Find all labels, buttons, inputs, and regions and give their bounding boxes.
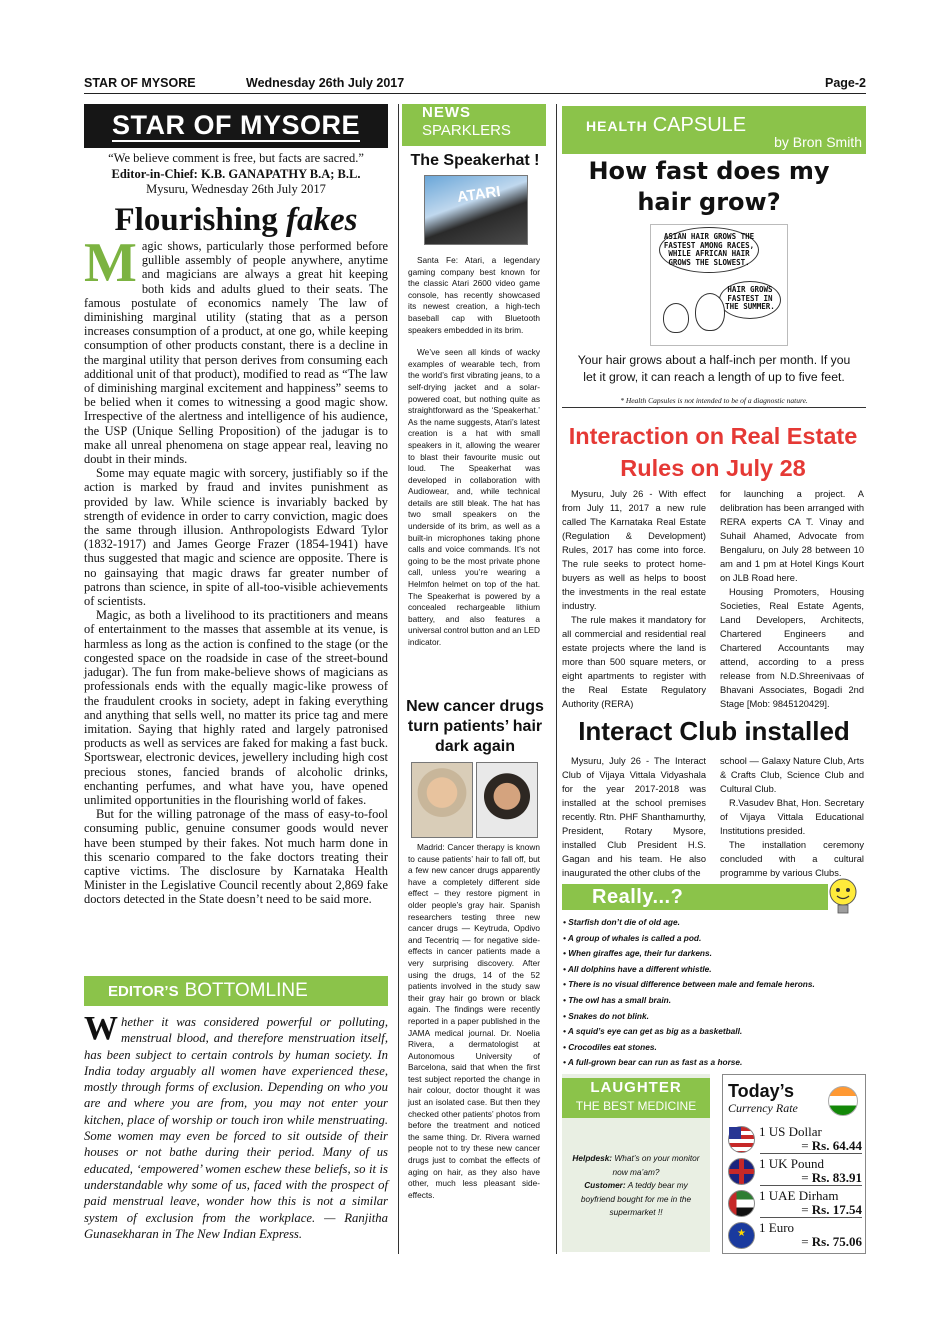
fact-item: • There is no visual difference between male and female herons. [563, 977, 866, 993]
fact-item: • The owl has a small brain. [563, 993, 866, 1009]
editorial-dropcap: M [84, 232, 137, 294]
motto: “We believe comment is free, but facts are sacred.” [108, 151, 364, 165]
currency-row: ★ 1 Euro = Rs. 75.06 [726, 1220, 862, 1250]
health-text: Your hair grows about a half-inch per month. If you let it grow, it can reach a length of up to five feet. [577, 353, 851, 384]
currency-row: 1 US Dollar = Rs. 64.44 [726, 1124, 862, 1154]
editorial-paragraph: Some may equate magic with sorcery, justifiably so if the action is marked by fraud and invites punishment as provided by law. While science is invariably backed by strength of evidence in order to carry conviction, magic does the same through illusion. Anthropologists Edward Tylor (1832-1917) and James George Frazer (1854-1941) have thus suggested that magic and science are opposite. There is no gainsaying that magic draws far greater number of patrons than science, in spite of all-too-visible achievements of scientists. [84, 466, 388, 609]
editorial-paragraph: But for the willing patronage of the mass of easy-to-fool consuming public, genuine consumer goods would never have been stumped by their fakes. Not much harm done in this scenario compared to the fake doctors treating their captive victims. The disclosure by Karnataka Health Minister in the Legislative Council recently about 2,869 fake doctors detected in the State doesn’t need to be said more. [84, 807, 388, 907]
currency-title: Today’s [728, 1081, 795, 1101]
header-rule [84, 93, 866, 94]
patient-photo-before [411, 762, 473, 838]
editors-bottomline-band: EDITOR’S BOTTOMLINE [84, 976, 388, 1006]
currency-row: 1 UAE Dirham = Rs. 17.54 [726, 1188, 862, 1218]
speakerhat-story: Santa Fe: Atari, a legendary gaming company best known for the classic Atari 2600 video game console, has recently showcased its newest creation, a high-tech baseball cap with Bluetooth speakers embedded in its brim. We’ve seen all kinds of wacky examples of wearable tech, from the world’s first vibrating jeans, to a self-drying jacket and a solar-powered coat, but nothing quite as straightforward as the ‘Speakerhat.’ As the name suggests, Atari’s latest creation is a hat with small speakers in it, allowing the wearer to blast their favourite music out loud. The Speakerhat was developed in collaboration with Audiowear, and, while technical details are still bleak. The hat has two small speakers on the underside of its brim, as well as a built-in microphones taking phone calls and voice commands. It’s not going to be the most private phone call, unless you’re wearing a Helmfon helmet on top of the hat. The Speakerhat is powered by a concealed rechargeable lithium battery, and also features a universal control button and an LED indicator. [408, 255, 540, 647]
cartoon-bubble: ASIAN HAIR GROWS THE FASTEST AMONG RACES, WHILE AFRICAN HAIR GROWS THE SLOWEST. [659, 227, 759, 273]
column-divider [556, 104, 557, 1254]
health-byline: by Bron Smith [774, 134, 862, 150]
bottomline-dropcap: W [84, 1010, 118, 1047]
really-band: Really...? [562, 884, 828, 910]
health-disclaimer: * Health Capsules is not intended to be of a diagnostic nature. [562, 396, 866, 408]
editor-line: Editor-in-Chief: K.B. GANAPATHY B.A; B.L. [111, 166, 361, 181]
header-date: Wednesday 26th July 2017 [246, 76, 405, 90]
interact-right: school — Galaxy Nature Club, Arts & Crafts Club, Science Club and Cultural Club. R.Vasudev Bhat, Hon. Secretary of Vijaya Vittala Educational Institutions presided. The installation ceremony concluded with a cultural programme by various Clubs. [720, 756, 864, 878]
photo-cap-text: ATARI [456, 183, 502, 206]
masthead-info [84, 151, 388, 198]
real-estate-left: Mysuru, July 26 - With effect from July 11, 2017 a new rule called The Karnataka Real Estate (Regulation & Development) Rules, 2017 has come into force. The rule seeks to protect home-buyers as well as helps to boost the investments in the real estate industry. The rule makes it mandatory for all commercial and residential real estate projects where the land is more than 500 square meters, or eight apartments to register with the Real Estate Regulatory Authority (RERA) [562, 489, 706, 709]
uk-flag-icon [728, 1158, 755, 1185]
health-title: How fast does my hair grow? [588, 157, 830, 216]
really-facts-list [563, 915, 866, 1071]
patient-photo-after [476, 762, 538, 838]
uae-flag-icon [728, 1190, 755, 1217]
fact-item: • When giraffes age, their fur darkens. [563, 946, 866, 962]
masthead [84, 104, 388, 148]
hair-cartoon [650, 224, 788, 346]
laughter-band: LAUGHTER THE BEST MEDICINE [562, 1078, 710, 1118]
currency-subtitle: Currency Rate [728, 1101, 798, 1115]
dateline: Mysuru, Wednesday 26th July 2017 [146, 182, 326, 196]
eu-flag-icon [728, 1222, 755, 1249]
bottomline-text: Whether it was considered powerful or polluting, menstrual blood, and therefore menstruation itself, has been subject to certain controls by human society. In India today arguably all women have experienced these, mostly through forms of exclusion. Depending on who you are and where you are from, you may not enter your kitchen, place of worship or touch iron while menstruating. Some women may even be forced to sit outside of their houses or not bathe during their period. Many of us educated, ‘empowered’ women eschew these beliefs, so it is understandable why some of us, faced with the prospect of paid menstrual leave, wonder how this is not a similar system of exclusion from the workplace. — Ranjitha Gunasekharan in The New Indian Express. [84, 1010, 388, 1241]
cartoon-character [663, 303, 689, 333]
news-sparklers-band: NEWS SPARKLERS [402, 104, 546, 146]
fact-item: • A squid’s eye can get as big as a basketball. [563, 1024, 866, 1040]
currency-row: 1 UK Pound = Rs. 83.91 [726, 1156, 862, 1186]
fact-item: • All dolphins have a different whistle. [563, 962, 866, 978]
fact-item: • A group of whales is called a pod. [563, 931, 866, 947]
editorial-paragraph: Magic, as both a livelihood to its practitioners and means of entertainment to the masses that assemble at its venue, is harmless as long as the action is confined to the stage (or the congested space on the roadside in case of the street-bound jadugar). The fun from make-believe shows of magicians as professionals ends with the equally magic-like prowess of the fraudulent crooks in society, adept in faking everything and anything that sells well, no matter its price tag and mere imitation. Saying that highly rated and largely patronised products as well as services are faked for making a fast buck. Sportswear, electronic devices, jewellery including high cost precious stones, fancied brands of alcoholic drinks, enchanting perfumes, and what have you, have opened unlimited opportunities in the flourishing world of fakes. [84, 608, 388, 807]
real-estate-headline: Interaction on Real Estate Rules on July 28 [568, 423, 858, 481]
masthead-title: STAR OF MYSORE [111, 110, 360, 140]
cancer-drugs-title: New cancer drugs turn patients’ hair dark again [406, 698, 544, 755]
lightbulb-icon [826, 876, 860, 916]
interact-left: Mysuru, July 26 - The Interact Club of Vijaya Vittala Vidyashala for the year 2017-2018 was installed at the school premises recently. Rtn. PHF Shanthamurthy, President, Rotary Mysore, installed Club President H.S. Gagan and his team. He also inaugurated the other clubs of the [562, 756, 706, 878]
editorial-body [84, 232, 388, 907]
cartoon-bubble: HAIR GROWS FASTEST IN THE SUMMER. [719, 281, 781, 319]
health-capsule-band: HEALTH CAPSULE by Bron Smith [562, 106, 866, 154]
cartoon-character [695, 293, 725, 331]
joke-text: Helpdesk: What’s on your monitor now ma’am? Customer: A teddy bear my boyfriend bought for me in the supermarket !! [572, 1153, 700, 1218]
india-flag-icon [828, 1086, 858, 1116]
fact-item: • A full-grown bear can run as fast as a horse. [563, 1055, 866, 1071]
column-divider [398, 104, 399, 1254]
cancer-drugs-story: Madrid: Cancer therapy is known to cause patients’ hair to fall off, but a few new cancer drugs apparently have a completely different side effect – they restore pigment in older people’s gray hair. Spanish researchers testing three new cancer drugs — Keytruda, Opdivo and Tecentriq — for negative side-effects in cancer patients made a very surprising discovery. After using the drugs, 14 of the 52 patients involved in the study saw their gray hair go brown or black again. The findings were recently reported in a paper published in the JAMA medical journal. Dr. Noelia Rivera, a dermatologist at Autonomous University of Barcelona, said that when the first test subject reported the change in hair colour, doctor thought it was just an isolated case. But then they checked other patients’ photos from before the treatment and noticed the same thing. Dr. Rivera warned people not to try these new cancer drugs just to combat the effects of aging on hair, as they also have other, much less pleasant side-effects. [408, 842, 540, 1200]
editorial-title: Flourishing fakes [114, 202, 358, 238]
fact-item: • Snakes do not blink. [563, 1009, 866, 1025]
header-page-number: Page-2 [825, 76, 866, 90]
speakerhat-photo [424, 175, 528, 245]
us-flag-icon [728, 1126, 755, 1153]
header-paper-name: STAR OF MYSORE [84, 76, 196, 90]
interact-club-headline: Interact Club installed [578, 716, 850, 746]
fact-item: • Starfish don’t die of old age. [563, 915, 866, 931]
speakerhat-title: The Speakerhat ! [410, 152, 540, 169]
fact-item: • Crocodiles eat stones. [563, 1040, 866, 1056]
page-header [84, 76, 866, 92]
real-estate-right: for launching a project. A delibration has been arranged with RERA experts CA T. Vinay and Suhail Ahamed, Advocate from Bengaluru, on July 28 between 10 am and 1 pm at Hotel Kings Kourt on JLB Road here. Housing Promoters, Housing Societies, Real Estate Agents, Land Developers, Architects, Chartered Engineers and Chartered Accountants may attend, according to a press release from N.D.Shreenivaas of Bhavani Associates, Bogadi 2nd Stage [Mob: 9845120429]. [720, 489, 864, 709]
editorial-paragraph: Magic shows, particularly those performed before gullible assembly of people anywhere, anytime and magicians are always a great hit keeping both kids and adults glued to their seats. The famous postulate of economics namely The law of diminishing marginal utility (stating that as a person increases consumption of a product, at one go, while keeping consumption of other products constant, there is a decline in the marginal utility that person derives from consuming each additional unit of that product), modified to read as “The law of diminishing marginal excitement and happiness” seems to be belied when it comes to witnessing a good magic show. Irrespective of the alertness and intelligence of his audience, the USP (Unique Selling Proposition) of the jadugar is to make all unreal phenomena on stage appear real, leaving no doubt in their minds. [84, 232, 388, 467]
